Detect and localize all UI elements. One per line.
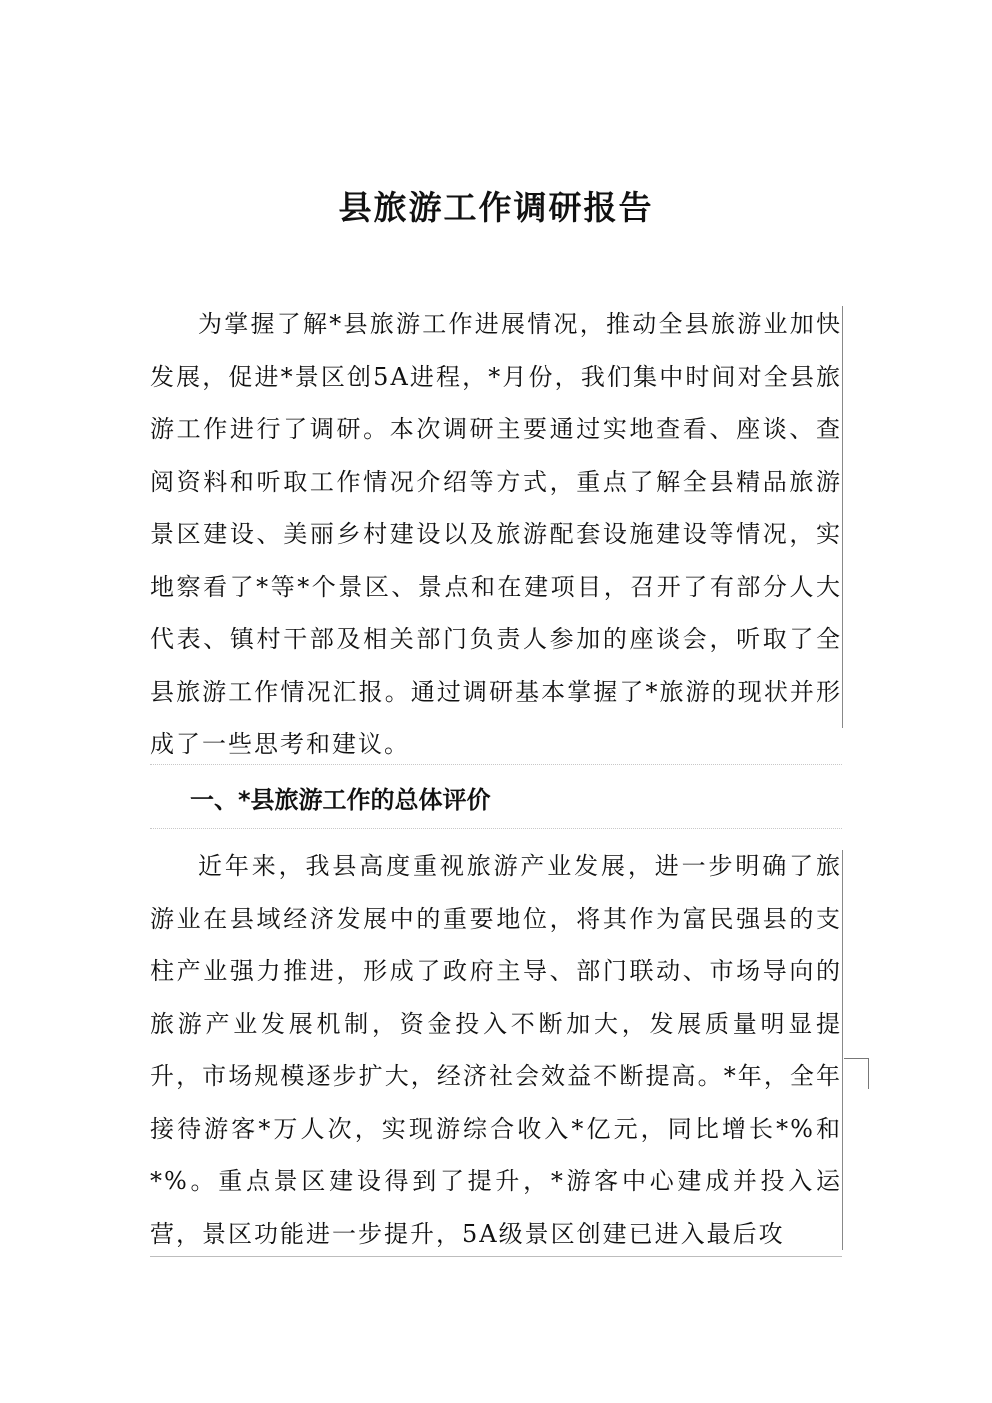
section-heading: 一、*县旅游工作的总体评价: [190, 786, 491, 814]
document-title: 县旅游工作调研报告: [338, 188, 654, 228]
section-divider: [150, 764, 842, 765]
section-body-paragraph: 近年来，我县高度重视旅游产业发展，进一步明确了旅游业在县域经济发展中的重要地位，将其作为富民强县的支柱产业强力推进，形成了政府主导、部门联动、市场导向的旅游产业发展机制，资金投入不断加大，发展质量明显提升，市场规模逐步扩大，经济社会效益不断提高。*年，全年接待游客*万人次，实现游综合收入*亿元，同比增长*%和*%。重点景区建设得到了提升，*游客中心建成并投入运营，景区功能进一步提升，5A级景区创建已进入最后攻: [150, 852, 842, 1248]
section-divider: [150, 828, 842, 829]
margin-line: [842, 850, 843, 1250]
margin-line: [842, 306, 843, 728]
intro-paragraph: 为掌握了解*县旅游工作进展情况，推动全县旅游业加快发展，促进*景区创5A进程，*月份，我们集中时间对全县旅游工作进行了调研。本次调研主要通过实地查看、座谈、查阅资料和听取工作情况介绍等方式，重点了解全县精品旅游景区建设、美丽乡村建设以及旅游配套设施建设等情况，实地察看了*等*个景区、景点和在建项目，召开了有部分人大代表、镇村干部及相关部门负责人参加的座谈会，听取了全县旅游工作情况汇报。通过调研基本掌握了*旅游的现状并形成了一些思考和建议。: [150, 310, 842, 758]
margin-corner-mark: [844, 1058, 869, 1089]
page-bottom-rule: [150, 1256, 842, 1257]
